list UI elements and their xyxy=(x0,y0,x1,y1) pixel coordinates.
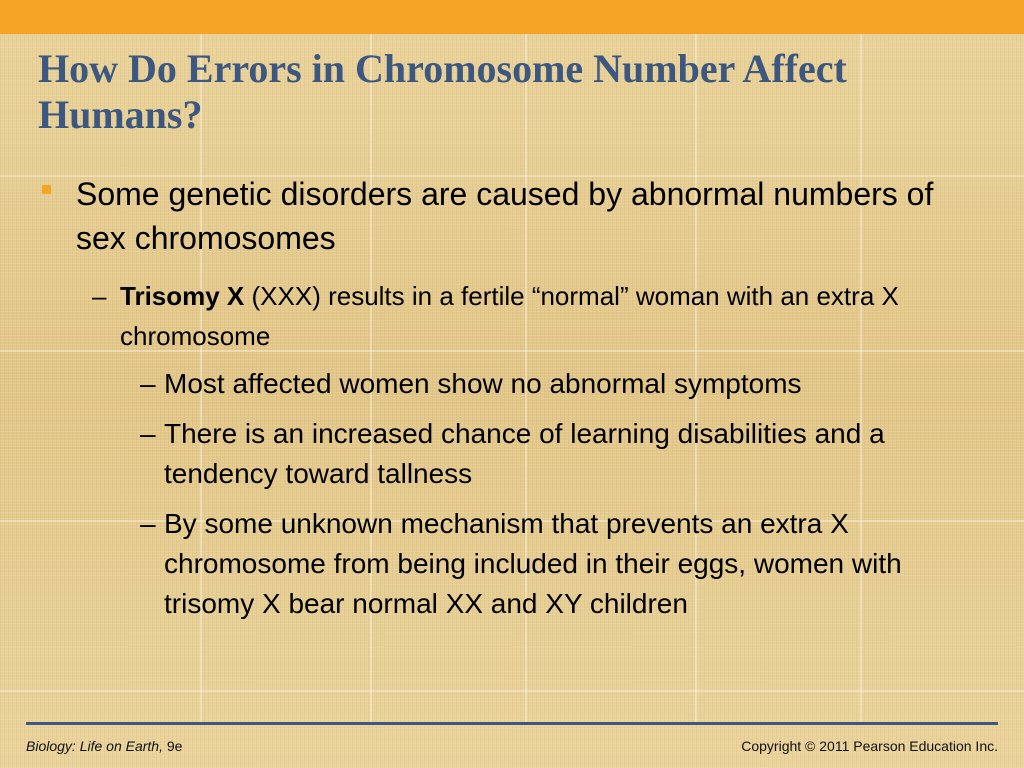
sub-sub-bullet-text: By some unknown mechanism that prevents an extra X chromosome from being included in their eggs, women with trisomy X bear normal XX and XY children xyxy=(164,508,902,619)
sub-sub-bullet-text: Most affected women show no abnormal symptoms xyxy=(164,368,802,399)
top-accent-bar xyxy=(0,0,1024,34)
grid-line xyxy=(0,690,1024,692)
footer-edition: 9e xyxy=(162,738,183,754)
sub-sub-bullet-dash: – xyxy=(140,368,156,399)
slide-title: How Do Errors in Chromosome Number Affect Humans? xyxy=(38,46,847,137)
sub-sub-bullet-dash: – xyxy=(140,508,156,539)
bullet-square-icon xyxy=(42,185,51,194)
sub-bullet-text xyxy=(120,276,990,356)
sub-bullet-dash: – xyxy=(92,281,107,311)
footer-copyright: Copyright © 2011 Pearson Education Inc. xyxy=(741,738,998,754)
sub-sub-bullet-text: There is an increased chance of learning disabilities and a tendency toward tallness xyxy=(164,418,885,489)
bullet-text: Some genetic disorders are caused by abnormal numbers of sex chromosomes xyxy=(76,176,934,256)
sub-bullet-term: Trisomy X xyxy=(120,281,245,311)
footer-book-name: Biology: Life on Earth, xyxy=(26,738,163,754)
sub-sub-bullet-dash: – xyxy=(140,418,156,449)
footer-book-title xyxy=(26,738,182,754)
footer-divider xyxy=(26,722,998,725)
sub-bullet-rest: (XXX) results in a fertile “normal” woman with an extra X chromosome xyxy=(120,281,899,351)
